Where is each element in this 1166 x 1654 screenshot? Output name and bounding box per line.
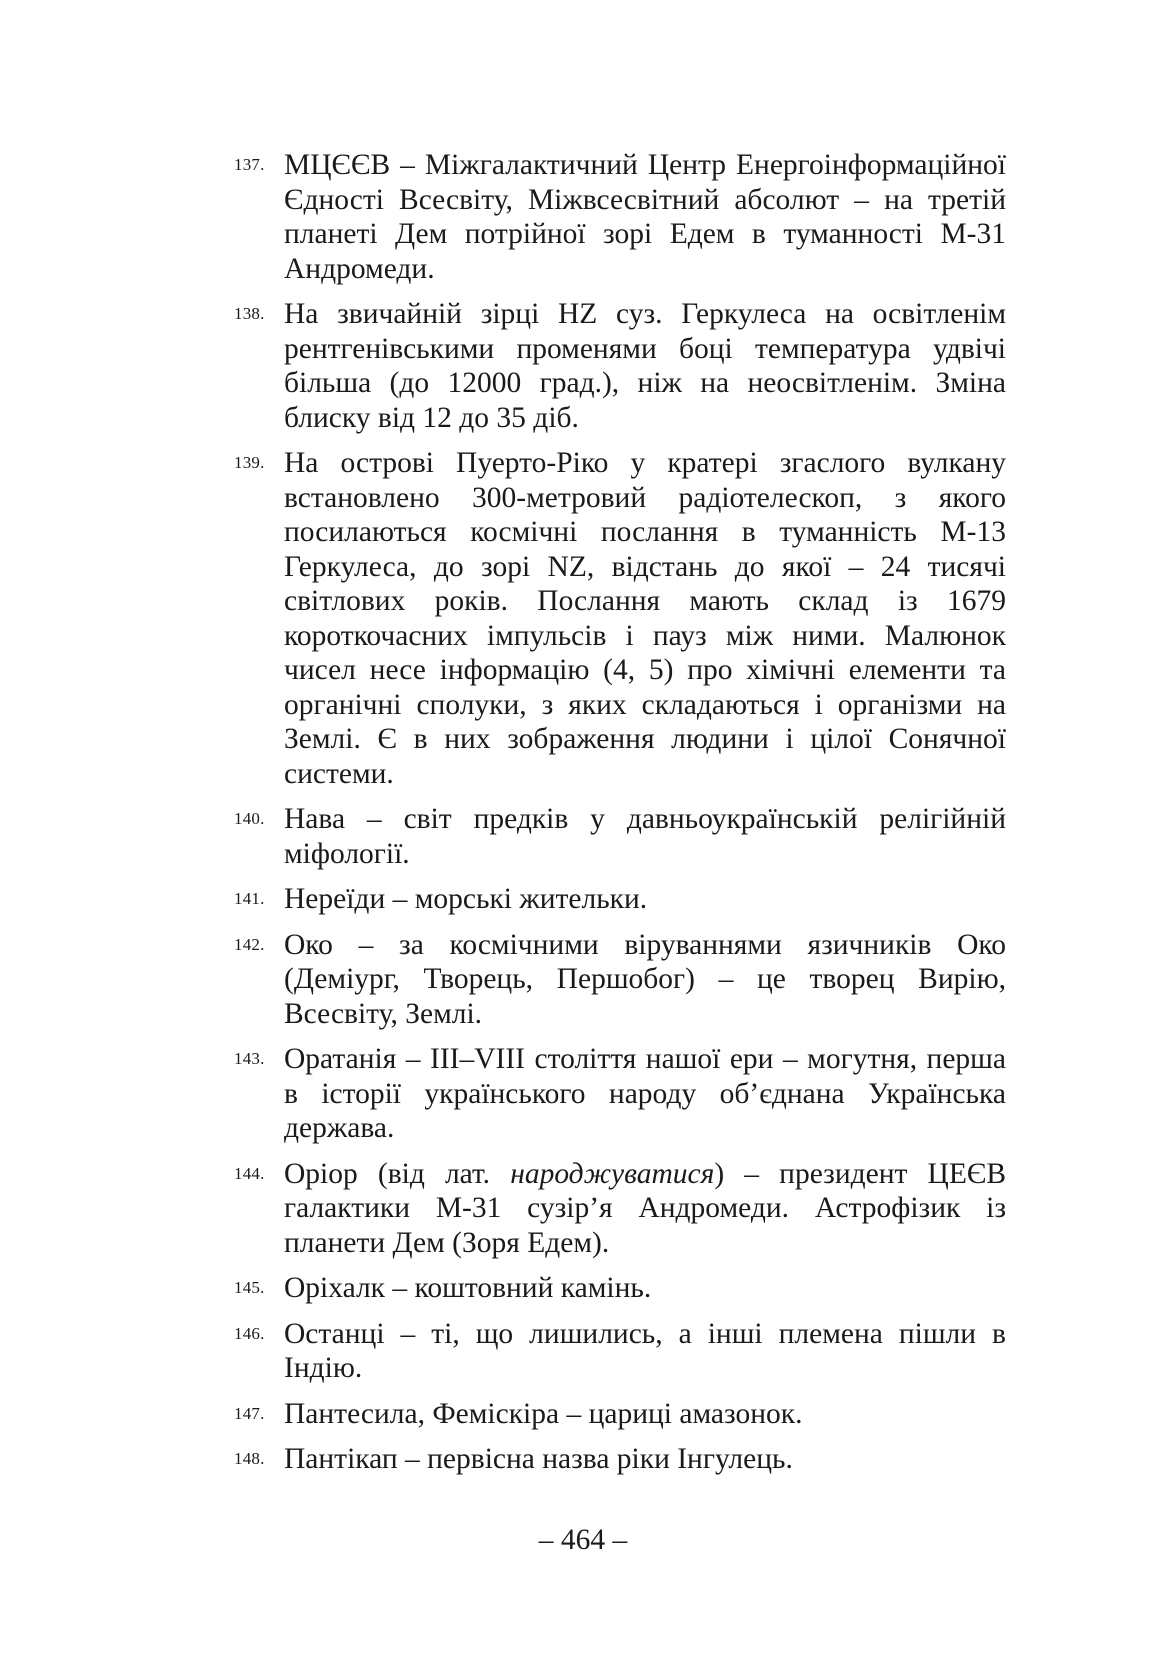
endnote-144	[234, 1157, 1006, 1261]
page-number: – 464 –	[538, 1524, 628, 1556]
endnote-text: Оратанія – III–VIII століття нашої ери – могутня, перша в історії українського народу об’єднана Українська держава.	[284, 1043, 1006, 1144]
endnote-142	[234, 928, 1006, 1032]
endnotes-list	[234, 148, 1006, 1488]
endnote-139	[234, 446, 1006, 791]
endnote-148	[234, 1442, 1006, 1477]
endnote-text	[284, 1158, 1006, 1259]
endnote-143	[234, 1042, 1006, 1146]
endnote-text: Око – за космічними віруваннями язичників Око (Деміург, Творець, Першобог) – це творец Вирію, Всесвіту, Землі.	[284, 928, 1006, 1030]
endnote-number: 141.	[234, 889, 265, 908]
endnote-145	[234, 1271, 1006, 1306]
endnote-number: 143.	[234, 1049, 265, 1068]
endnote-number: 138.	[234, 304, 265, 323]
endnote-number: 139.	[234, 453, 265, 472]
endnote-number: 146.	[234, 1323, 265, 1343]
endnote-number: 140.	[234, 809, 265, 828]
endnote-text: Пантікап – первісна назва ріки Інгулець.	[284, 1443, 793, 1475]
endnote-number: 137.	[234, 155, 265, 174]
endnote-number: 145.	[234, 1278, 265, 1297]
endnote-138	[234, 297, 1006, 435]
endnote-147	[234, 1397, 1006, 1432]
endnote-number: 142.	[234, 934, 265, 954]
endnote-137	[234, 148, 1006, 286]
endnote-number: 147.	[234, 1403, 265, 1423]
endnote-number: 144.	[234, 1163, 265, 1183]
endnote-italic-term: народжуватися	[510, 1157, 715, 1190]
endnote-text: На звичайній зірці HZ суз. Геркулеса на освітленім рентгенівськими променями боці температура удвічі більша (до 12000 град.), ніж на неосвітленім. Зміна блиску від 12 до 35 діб.	[284, 298, 1006, 434]
endnote-140	[234, 802, 1006, 871]
endnote-text: Останці – ті, що лишились, а інші племена пішли в Індію.	[284, 1317, 1006, 1384]
endnote-text: Нава – світ предків у давньоукраїнській релігійній міфології.	[284, 803, 1006, 870]
endnote-text: МЦЄЄВ – Міжгалактичний Центр Енергоінформаційної Єдності Всесвіту, Міжвсесвітний абсолют – на третій планеті Дем потрійної зорі Едем в туманності М-31 Андромеди.	[284, 149, 1006, 285]
endnote-146	[234, 1317, 1006, 1386]
endnote-number: 148.	[234, 1449, 265, 1468]
endnote-text-end: ) – президент ЦЕЄВ галактики М-31 сузір’я Андромеди. Астрофізик із планети Дем (Зоря Едем).	[284, 1157, 1006, 1259]
endnote-text: Нереїди – морські жительки.	[284, 883, 648, 915]
endnote-text: Пантесила, Феміскіра – цариці амазонок.	[284, 1397, 803, 1430]
endnote-141	[234, 882, 1006, 917]
endnote-text-start: Оріор (від лат.	[284, 1157, 511, 1190]
endnote-text: На острові Пуерто-Ріко у кратері згаслого вулкану встановлено 300-метровий радіотелескоп, з якого посилаються космічні послання в туманність М-13 Геркулеса, до зорі NZ, відстань до якої – 24 тисячі світлових років. Послання мають склад із 1679 короткочасних імпульсів і пауз між ними. Малюнок чисел несе інформацію (4, 5) про хімічні елементи та органічні сполуки, з яких складаються і організми на Землі. Є в них зображення людини і цілої Сонячної системи.	[284, 447, 1006, 790]
endnote-text: Оріхалк – коштовний камінь.	[284, 1272, 652, 1304]
